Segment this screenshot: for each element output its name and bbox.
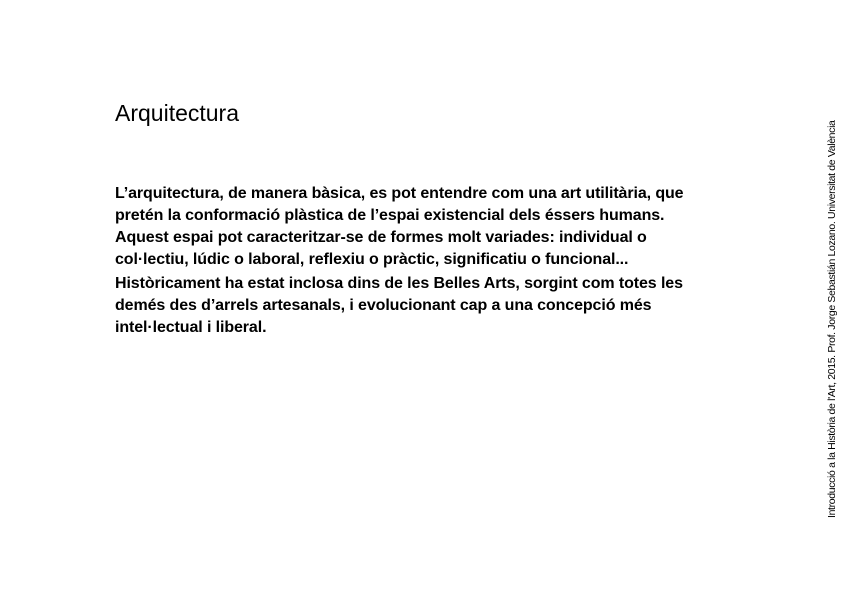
slide-body xyxy=(115,183,755,341)
paragraph-line: intel·lectual i liberal. xyxy=(115,319,267,336)
paragraph-line: Històricament ha estat inclosa dins de les Belles Arts, sorgint com totes les xyxy=(115,275,683,292)
paragraph-line: demés des d’arrels artesanals, i evolucionant cap a una concepció més xyxy=(115,297,652,314)
paragraph-line: Aquest espai pot caracteritzar-se de formes molt variades: individual o xyxy=(115,229,647,246)
paragraph-line: L’arquitectura, de manera bàsica, es pot entendre com una art utilitària, que xyxy=(115,185,684,202)
slide-title: Arquitectura xyxy=(115,100,240,126)
vertical-credit-note: Introducció a la Història de l'Art, 2015. Prof. Jorge Sebastián Lozano. Universitat de València xyxy=(826,120,838,518)
paragraph-architecture-history xyxy=(115,273,755,339)
paragraph-architecture-definition xyxy=(115,183,755,271)
paragraph-line: pretén la conformació plàstica de l’espai existencial dels éssers humans. xyxy=(115,207,665,224)
paragraph-line: col·lectiu, lúdic o laboral, reflexiu o pràctic, significatiu o funcional... xyxy=(115,251,629,268)
